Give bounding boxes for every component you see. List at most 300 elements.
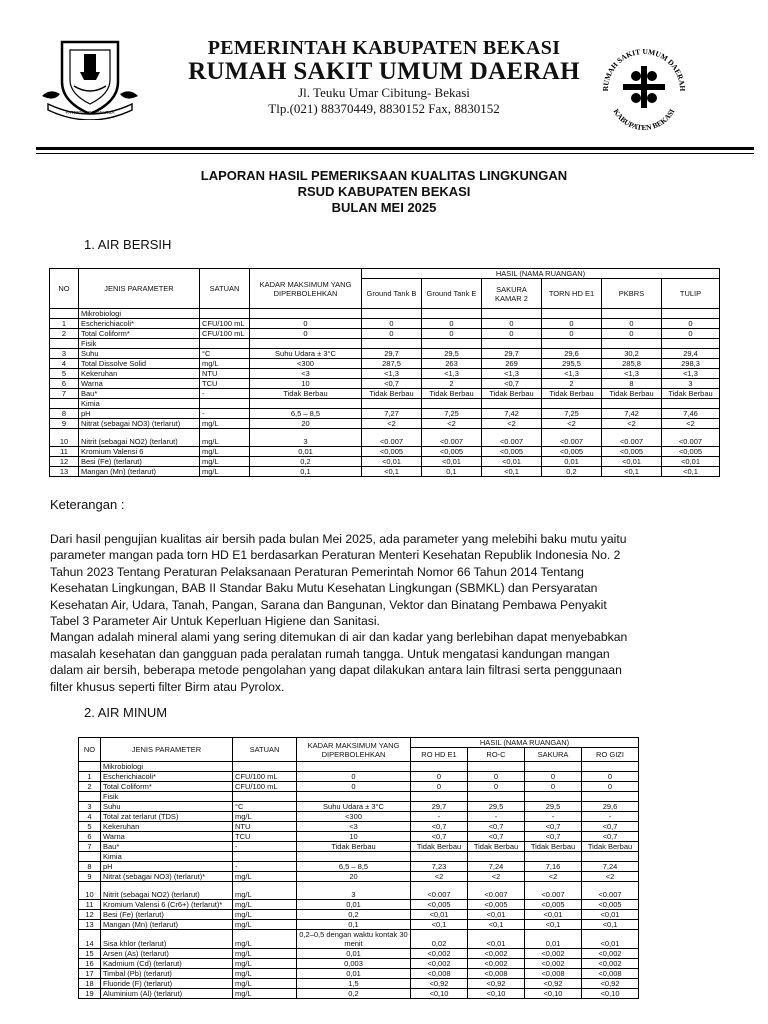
cell-parameter: pH bbox=[101, 862, 233, 872]
cell-result: <0,002 bbox=[582, 949, 639, 959]
cell-max-level: 0,1 bbox=[250, 467, 362, 477]
cell-max-level: <300 bbox=[250, 359, 362, 369]
cell-result: 30,2 bbox=[602, 349, 662, 359]
cell-result: <2 bbox=[362, 419, 422, 429]
cell-parameter: pH bbox=[79, 409, 200, 419]
cell-parameter: Total zat terlarut (TDS) bbox=[101, 812, 233, 822]
cell-parameter: Bau* bbox=[79, 389, 200, 399]
cell-parameter: Nitrat (sebagai NO3) (terlarut) bbox=[79, 419, 200, 429]
cell-parameter: Besi (Fe) (terlarut) bbox=[79, 457, 200, 467]
notes-line: Tabel 3 Parameter Air Untuk Keperluan Higiene dan Sanitasi. bbox=[50, 614, 380, 629]
cell-unit: mg/L bbox=[200, 429, 250, 447]
cell-unit: CFU/100 mL bbox=[233, 782, 297, 792]
cell-result bbox=[662, 399, 720, 409]
col-header-no: NO bbox=[79, 738, 101, 762]
cell-result: 0 bbox=[602, 329, 662, 339]
cell-result: <0,10 bbox=[468, 989, 525, 999]
cell-no: 12 bbox=[50, 457, 79, 467]
cell-max-level: 0,01 bbox=[250, 447, 362, 457]
cell-no: 2 bbox=[50, 329, 79, 339]
notes-line: Kesehatan Air, Udara, Tanah, Pangan, Sarana dan Bangunan, Vektor dan Binatang Pembawa Penyakit bbox=[50, 597, 607, 612]
table-row bbox=[79, 782, 639, 792]
cell-result: <0,01 bbox=[422, 457, 482, 467]
cell-result: 29,5 bbox=[468, 802, 525, 812]
table-row bbox=[79, 802, 639, 812]
cell-result: <0,002 bbox=[411, 949, 468, 959]
cell-unit: mg/L bbox=[233, 872, 297, 882]
col-header-location: RO-C bbox=[468, 748, 525, 762]
cell-result: <0,002 bbox=[411, 959, 468, 969]
cell-no bbox=[50, 399, 79, 409]
cell-unit: mg/L bbox=[233, 930, 297, 949]
letterhead-rule-thick bbox=[36, 147, 754, 150]
cell-result bbox=[542, 339, 602, 349]
cell-result: Tidak Berbau bbox=[411, 842, 468, 852]
cell-max-level: 3 bbox=[297, 882, 411, 900]
cell-parameter: Kimia bbox=[79, 399, 200, 409]
cell-result bbox=[482, 399, 542, 409]
air-minum-table bbox=[78, 737, 639, 999]
cell-result: <0.007 bbox=[602, 429, 662, 447]
table-row bbox=[79, 832, 639, 842]
cell-no: 4 bbox=[50, 359, 79, 369]
col-header-max-level: KADAR MAKSIMUM YANG DIPERBOLEHKAN bbox=[250, 269, 362, 309]
cell-unit: CFU/100 mL bbox=[200, 319, 250, 329]
notes-line: masalah kesehatan dan gangguan pada peralatan rumah tangga. Untuk mengatasi kandungan mangan bbox=[50, 646, 610, 661]
cell-result bbox=[411, 852, 468, 862]
cell-result: <0,10 bbox=[582, 989, 639, 999]
cell-unit: - bbox=[233, 862, 297, 872]
table-row bbox=[79, 969, 639, 979]
cell-result: <0,7 bbox=[582, 822, 639, 832]
cell-result: 0 bbox=[411, 782, 468, 792]
cell-max-level: 0 bbox=[297, 772, 411, 782]
col-header-location: PKBRS bbox=[602, 279, 662, 309]
cell-max-level: 6,5 – 8,5 bbox=[297, 862, 411, 872]
cell-max-level: 0,1 bbox=[297, 920, 411, 930]
cell-result: <0,92 bbox=[525, 979, 582, 989]
cell-no: 7 bbox=[50, 389, 79, 399]
cell-result: 0 bbox=[542, 329, 602, 339]
cell-result: <0,92 bbox=[582, 979, 639, 989]
cell-result: - bbox=[468, 812, 525, 822]
col-header-location: Ground Tank E bbox=[422, 279, 482, 309]
government-name: PEMERINTAH KABUPATEN BEKASI bbox=[207, 37, 561, 59]
cell-unit: TCU bbox=[233, 832, 297, 842]
cell-unit: - bbox=[200, 389, 250, 399]
table-row bbox=[50, 329, 720, 339]
cell-result: 0,01 bbox=[542, 457, 602, 467]
cell-no: 9 bbox=[79, 872, 101, 882]
cell-result bbox=[362, 339, 422, 349]
cell-parameter: Escherichiacoli* bbox=[101, 772, 233, 782]
cell-result: <0,002 bbox=[468, 949, 525, 959]
table-row bbox=[50, 379, 720, 389]
cell-parameter: Kimia bbox=[101, 852, 233, 862]
cell-unit: mg/L bbox=[233, 882, 297, 900]
cell-result: <0,008 bbox=[411, 969, 468, 979]
cell-result: <0,1 bbox=[525, 920, 582, 930]
cell-no: 11 bbox=[50, 447, 79, 457]
cell-result bbox=[602, 339, 662, 349]
cell-result: <0.007 bbox=[582, 882, 639, 900]
cell-result: Tidak Berbau bbox=[662, 389, 720, 399]
cell-result: <0.007 bbox=[422, 429, 482, 447]
notes-line: Dari hasil pengujian kualitas air bersih pada bulan Mei 2025, ada parameter yang melebihi baku mutu yaitu bbox=[50, 532, 627, 546]
cell-result: 0,02 bbox=[411, 930, 468, 949]
cell-result: <2 bbox=[422, 419, 482, 429]
cell-no: 3 bbox=[50, 349, 79, 359]
cell-result: 7,25 bbox=[542, 409, 602, 419]
cell-result bbox=[422, 309, 482, 319]
cell-parameter: Total Coliform* bbox=[79, 329, 200, 339]
table-row bbox=[79, 842, 639, 852]
cell-result bbox=[542, 309, 602, 319]
col-header-parameter: JENIS PARAMETER bbox=[101, 738, 233, 762]
cell-no: 5 bbox=[79, 822, 101, 832]
cell-result: 285,8 bbox=[602, 359, 662, 369]
table-row bbox=[50, 339, 720, 349]
cell-result: <2 bbox=[582, 872, 639, 882]
table-row bbox=[50, 399, 720, 409]
cell-result: Tidak Berbau bbox=[482, 389, 542, 399]
cell-max-level: Suhu Udara ± 3°C bbox=[297, 802, 411, 812]
letterhead bbox=[0, 0, 768, 150]
cell-parameter: Mikrobiologi bbox=[101, 762, 233, 772]
cell-parameter: Kekeruhan bbox=[101, 822, 233, 832]
report-subtitle: RSUD KABUPATEN BEKASI bbox=[297, 184, 471, 199]
table-row bbox=[50, 447, 720, 457]
cell-parameter: Kekeruhan bbox=[79, 369, 200, 379]
cell-max-level: 0,01 bbox=[297, 969, 411, 979]
cell-result: 0 bbox=[525, 782, 582, 792]
cell-result: <0,01 bbox=[482, 457, 542, 467]
cell-max-level: 0,003 bbox=[297, 959, 411, 969]
cell-parameter: Mikrobiologi bbox=[79, 309, 200, 319]
cell-result: <0,002 bbox=[468, 959, 525, 969]
cell-parameter: Kromium Valensi 6 (Cr6+) (terlarut)* bbox=[101, 900, 233, 910]
cell-no: 10 bbox=[50, 429, 79, 447]
logo-arc-bottom-text: KABUPATEN BEKASI bbox=[611, 107, 677, 132]
cell-result bbox=[411, 762, 468, 772]
hospital-address: Jl. Teuku Umar Cibitung- Bekasi bbox=[298, 85, 470, 100]
cell-max-level: 0 bbox=[297, 782, 411, 792]
cell-parameter: Nitrit (sebagai NO2) (terlarut) bbox=[101, 882, 233, 900]
cell-unit: mg/L bbox=[233, 812, 297, 822]
cell-result: - bbox=[525, 812, 582, 822]
cell-result bbox=[582, 852, 639, 862]
cell-parameter: Aluminium (Al) (terlarut) bbox=[101, 989, 233, 999]
cell-unit bbox=[233, 762, 297, 772]
table-row bbox=[50, 309, 720, 319]
cell-result bbox=[468, 852, 525, 862]
cell-result: <0,01 bbox=[411, 910, 468, 920]
cell-result: 0 bbox=[482, 319, 542, 329]
cell-result: 29,4 bbox=[662, 349, 720, 359]
cell-parameter: Total Coliform* bbox=[101, 782, 233, 792]
cell-result: <0,01 bbox=[362, 457, 422, 467]
table-row bbox=[79, 792, 639, 802]
cell-result: 29,7 bbox=[362, 349, 422, 359]
table-row bbox=[50, 389, 720, 399]
cell-result: 0,1 bbox=[422, 467, 482, 477]
cell-result: <0,1 bbox=[411, 920, 468, 930]
table-row bbox=[79, 949, 639, 959]
cell-no: 6 bbox=[50, 379, 79, 389]
col-header-parameter: JENIS PARAMETER bbox=[79, 269, 200, 309]
cell-result: 7,24 bbox=[468, 862, 525, 872]
table-row bbox=[79, 900, 639, 910]
cell-result: <0,005 bbox=[411, 900, 468, 910]
cell-result: <0,1 bbox=[362, 467, 422, 477]
cell-result bbox=[482, 309, 542, 319]
cell-no bbox=[79, 852, 101, 862]
report-period: BULAN MEI 2025 bbox=[331, 200, 437, 215]
cell-result: <0,7 bbox=[525, 822, 582, 832]
cell-result: <0,1 bbox=[662, 467, 720, 477]
table-row bbox=[79, 822, 639, 832]
col-header-location: RO GIZI bbox=[582, 748, 639, 762]
cell-max-level: 0,01 bbox=[297, 900, 411, 910]
cell-result: <0.007 bbox=[411, 882, 468, 900]
cell-result: <0,7 bbox=[411, 822, 468, 832]
cell-result: 0 bbox=[542, 319, 602, 329]
cell-no: 19 bbox=[79, 989, 101, 999]
cell-parameter: Total Dissolve Solid bbox=[79, 359, 200, 369]
cell-result bbox=[468, 792, 525, 802]
cell-max-level: 0,01 bbox=[297, 949, 411, 959]
col-header-results: HASIL (NAMA RUANGAN) bbox=[411, 738, 639, 748]
cell-max-level: <300 bbox=[297, 812, 411, 822]
cell-result: 0 bbox=[362, 329, 422, 339]
cell-result: 7,23 bbox=[411, 862, 468, 872]
cell-result: <0,008 bbox=[468, 969, 525, 979]
cell-max-level: <3 bbox=[250, 369, 362, 379]
cell-no: 6 bbox=[79, 832, 101, 842]
col-header-location: TULIP bbox=[662, 279, 720, 309]
cell-result bbox=[602, 309, 662, 319]
cell-result: <0,005 bbox=[662, 447, 720, 457]
cell-result bbox=[422, 399, 482, 409]
cell-unit: mg/L bbox=[233, 979, 297, 989]
cell-result: <2 bbox=[411, 872, 468, 882]
cell-result bbox=[662, 309, 720, 319]
cell-result: 0 bbox=[662, 329, 720, 339]
hospital-phone: Tlp.(021) 88370449, 8830152 Fax, 8830152 bbox=[268, 101, 500, 116]
cell-result: <0,1 bbox=[602, 467, 662, 477]
cell-unit: mg/L bbox=[200, 467, 250, 477]
cell-result: <2 bbox=[468, 872, 525, 882]
cell-unit: mg/L bbox=[200, 419, 250, 429]
table-row bbox=[50, 359, 720, 369]
cell-max-level: 0,2 bbox=[250, 457, 362, 467]
cell-parameter: Warna bbox=[79, 379, 200, 389]
cell-unit bbox=[200, 309, 250, 319]
cell-result: 7,42 bbox=[602, 409, 662, 419]
cell-result: <0,01 bbox=[468, 930, 525, 949]
table-row bbox=[79, 920, 639, 930]
col-header-no: NO bbox=[50, 269, 79, 309]
cell-max-level: 0 bbox=[250, 319, 362, 329]
cell-unit: mg/L bbox=[233, 949, 297, 959]
cell-no: 13 bbox=[79, 920, 101, 930]
cell-unit: mg/L bbox=[233, 969, 297, 979]
cell-result: <2 bbox=[542, 419, 602, 429]
cell-result: <0,002 bbox=[525, 959, 582, 969]
cell-max-level: Tidak Berbau bbox=[297, 842, 411, 852]
cell-parameter: Fisik bbox=[79, 339, 200, 349]
table-row bbox=[50, 349, 720, 359]
cell-result: 7,16 bbox=[525, 862, 582, 872]
col-header-results: HASIL (NAMA RUANGAN) bbox=[362, 269, 720, 279]
cell-max-level: Tidak Berbau bbox=[250, 389, 362, 399]
cell-result bbox=[602, 399, 662, 409]
notes-line: Mangan adalah mineral alami yang sering ditemukan di air dan kadar yang berlebihan dapat menyebabkan bbox=[50, 630, 628, 645]
cell-parameter: Suhu bbox=[101, 802, 233, 812]
cell-result: <0,005 bbox=[525, 900, 582, 910]
cell-no: 1 bbox=[79, 772, 101, 782]
cell-result: 0 bbox=[411, 772, 468, 782]
cell-result: <0,008 bbox=[525, 969, 582, 979]
table-row bbox=[79, 852, 639, 862]
cell-max-level: 6,5 – 8,5 bbox=[250, 409, 362, 419]
cell-parameter: Kadmium (Cd) (terlarut) bbox=[101, 959, 233, 969]
cell-result bbox=[362, 399, 422, 409]
cell-no bbox=[79, 792, 101, 802]
cell-unit: CFU/100 mL bbox=[200, 329, 250, 339]
cell-max-level: Suhu Udara ± 3°C bbox=[250, 349, 362, 359]
notes-line: filter khusus seperti filter Birm atau Pyrolox. bbox=[50, 679, 285, 694]
cell-unit bbox=[200, 339, 250, 349]
cell-result: 7,42 bbox=[482, 409, 542, 419]
table-row bbox=[79, 812, 639, 822]
cell-result: <0,005 bbox=[468, 900, 525, 910]
cell-no: 17 bbox=[79, 969, 101, 979]
cell-result: 298,3 bbox=[662, 359, 720, 369]
notes-line: dalam air bersih, beberapa metode pengolahan yang dapat dilakukan antara lain filtrasi serta penggunaan bbox=[50, 663, 622, 678]
cell-result: <0,008 bbox=[582, 969, 639, 979]
table-row bbox=[79, 910, 639, 920]
cell-result: Tidak Berbau bbox=[525, 842, 582, 852]
cell-unit bbox=[233, 852, 297, 862]
cell-parameter: Warna bbox=[101, 832, 233, 842]
cell-result: <2 bbox=[482, 419, 542, 429]
cell-result bbox=[362, 309, 422, 319]
cell-max-level bbox=[250, 399, 362, 409]
cell-max-level bbox=[250, 339, 362, 349]
cell-result: <0,01 bbox=[582, 930, 639, 949]
cell-parameter: Suhu bbox=[79, 349, 200, 359]
cell-result: 0 bbox=[422, 319, 482, 329]
table-row bbox=[50, 369, 720, 379]
cell-unit: °C bbox=[233, 802, 297, 812]
notes-line: Tahun 2023 Tentang Peraturan Pelaksanaan Peraturan Pemerintah Nomor 66 Tahun 2014 Tentang bbox=[50, 564, 584, 579]
cell-parameter: Escherichiacoli* bbox=[79, 319, 200, 329]
notes-paragraph-1 bbox=[50, 531, 730, 695]
cell-unit: mg/L bbox=[200, 447, 250, 457]
cell-result: 29,5 bbox=[525, 802, 582, 812]
cell-result bbox=[411, 792, 468, 802]
cell-result: 29,6 bbox=[582, 802, 639, 812]
cell-result: <1,3 bbox=[542, 369, 602, 379]
cell-result: <0,7 bbox=[362, 379, 422, 389]
cell-result: <0,005 bbox=[582, 900, 639, 910]
cell-result: 287,5 bbox=[362, 359, 422, 369]
col-header-unit: SATUAN bbox=[233, 738, 297, 762]
cell-result: <0,10 bbox=[411, 989, 468, 999]
cell-unit: mg/L bbox=[233, 920, 297, 930]
table-row bbox=[79, 882, 639, 900]
cell-result: <0,92 bbox=[468, 979, 525, 989]
table-row bbox=[50, 419, 720, 429]
cell-result: 0 bbox=[582, 782, 639, 792]
cell-max-level: 0,2 bbox=[297, 910, 411, 920]
cell-no: 10 bbox=[79, 882, 101, 900]
cell-result: <2 bbox=[525, 872, 582, 882]
cell-result: 7,46 bbox=[662, 409, 720, 419]
cell-result: <0.007 bbox=[662, 429, 720, 447]
cell-unit: mg/L bbox=[200, 359, 250, 369]
letterhead-rule-thin bbox=[36, 153, 754, 154]
cell-result: 7,24 bbox=[582, 862, 639, 872]
table-row bbox=[79, 872, 639, 882]
cell-result: 0 bbox=[482, 329, 542, 339]
cell-result: <1,3 bbox=[362, 369, 422, 379]
cell-result: <1,3 bbox=[602, 369, 662, 379]
table-row bbox=[79, 959, 639, 969]
cell-result bbox=[422, 339, 482, 349]
section-heading-air-bersih: 1. AIR BERSIH bbox=[84, 237, 172, 252]
cell-parameter: Besi (Fe) (terlarut) bbox=[101, 910, 233, 920]
cell-result: 0 bbox=[662, 319, 720, 329]
cell-unit: mg/L bbox=[233, 959, 297, 969]
section-heading-air-minum: 2. AIR MINUM bbox=[84, 705, 168, 720]
col-header-location: RO HD E1 bbox=[411, 748, 468, 762]
cell-unit bbox=[200, 399, 250, 409]
table-row bbox=[79, 979, 639, 989]
cell-no: 14 bbox=[79, 930, 101, 949]
col-header-location: SAKURA bbox=[525, 748, 582, 762]
cell-result: <0,005 bbox=[542, 447, 602, 457]
cell-unit: NTU bbox=[200, 369, 250, 379]
cell-result: 0 bbox=[468, 772, 525, 782]
notes-line: parameter mangan pada torn HD E1 berdasarkan Peraturan Menteri Kesehatan Republik Indonesia No. 2 bbox=[50, 548, 621, 563]
cell-result: <1,3 bbox=[482, 369, 542, 379]
cell-result: <0,92 bbox=[411, 979, 468, 989]
cell-result: <0,01 bbox=[662, 457, 720, 467]
rsud-hospital-logo-icon bbox=[596, 40, 692, 136]
table-row bbox=[79, 930, 639, 949]
cell-parameter: Timbal (Pb) (terlarut) bbox=[101, 969, 233, 979]
cell-result: 295,5 bbox=[542, 359, 602, 369]
cell-result: <0,7 bbox=[468, 822, 525, 832]
cell-result: <0,01 bbox=[525, 910, 582, 920]
cell-result: 0 bbox=[602, 319, 662, 329]
cell-result: <0.007 bbox=[542, 429, 602, 447]
cell-unit: - bbox=[233, 842, 297, 852]
cell-no: 16 bbox=[79, 959, 101, 969]
cell-result: <0,005 bbox=[362, 447, 422, 457]
cell-result: 0 bbox=[362, 319, 422, 329]
cell-result: <0,7 bbox=[411, 832, 468, 842]
cell-result: Tidak Berbau bbox=[422, 389, 482, 399]
cell-result: 0 bbox=[468, 782, 525, 792]
cell-result: <0,01 bbox=[582, 910, 639, 920]
table-row bbox=[79, 862, 639, 872]
cell-parameter: Fluoride (F) (terlarut) bbox=[101, 979, 233, 989]
cell-result: 29,6 bbox=[542, 349, 602, 359]
cell-result bbox=[468, 762, 525, 772]
